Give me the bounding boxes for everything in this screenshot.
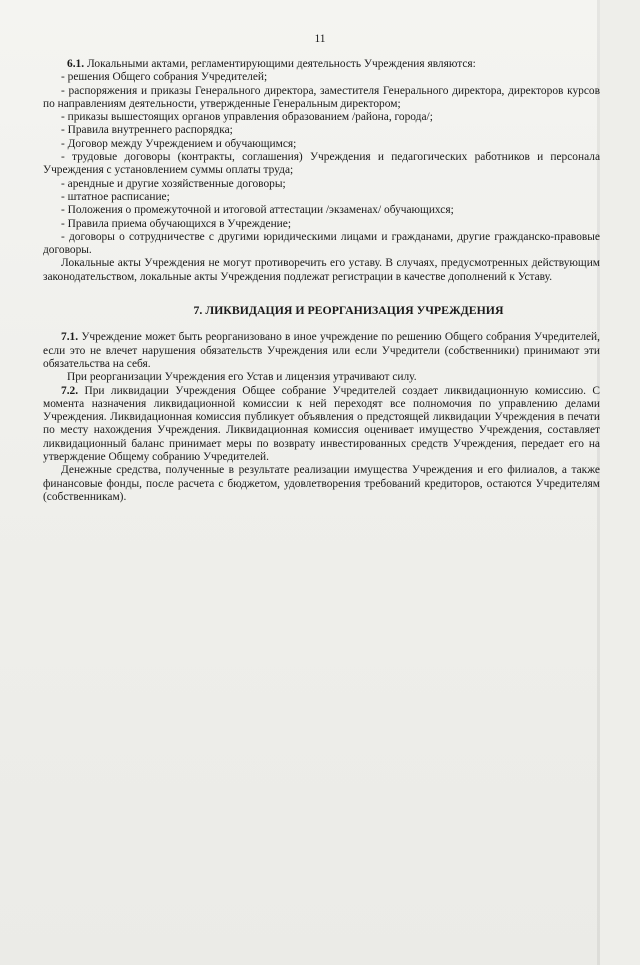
section-7-funds-paragraph: Денежные средства, полученные в результате реализации имущества Учреждения и его филиалов, а также финансовые фонды, после расчета с бюджетом, удовлетворения требований кредиторов, остаются Учредителям (собственникам). <box>43 464 600 503</box>
list-item: - приказы вышестоящих органов управления образованием /района, города/; <box>61 111 433 124</box>
list-item: - Положения о промежуточной и итоговой аттестации /экзаменах/ обучающихся; <box>61 204 454 217</box>
section-7-1-paragraph <box>43 331 600 371</box>
section-6-closing-paragraph: Локальные акты Учреждения не могут противоречить его уставу. В случаях, предусмотренных действующим законодательством, локальные акты Учреждения подлежат регистрации в качестве дополнений к Уставу. <box>43 257 600 283</box>
clause-text-7-1: Учреждение может быть реорганизовано в иное учреждение по решению Общего собрания Учредителей, если это не влечет нарушения обязательств Учреждения или если Учредители (собственники) принимают эти обязательства на себя. <box>43 331 600 370</box>
document-body <box>43 58 600 504</box>
section-7-heading: 7. ЛИКВИДАЦИЯ И РЕОРГАНИЗАЦИЯ УЧРЕЖДЕНИЯ <box>193 303 504 318</box>
list-item: - Договор между Учреждением и обучающимся; <box>61 137 297 150</box>
clause-text-7-2: При ликвидации Учреждения Общее собрание Учредителей создает ликвидационную комиссию. С момента назначения ликвидационной комиссии к ней переходят все полномочия по управлению делами Учреждения. Ликвидационная комиссия публикует объявления о предстоящей ликвидации Учреждения в печати по месту нахождения Учреждения. Ликвидационная комиссия оценивает имущество Учреждения, составляет ликвидационный баланс принимает меры по возврату инвестированных средств Учреждения, передает его на утверждение Общему собранию Учредителей. <box>43 384 600 464</box>
page-number: 11 <box>314 33 326 45</box>
section-7-2-paragraph <box>43 385 600 465</box>
list-item: - арендные и другие хозяйственные договоры; <box>61 177 286 190</box>
clause-number-7-1: 7.1. <box>61 331 79 344</box>
clause-number-7-2: 7.2. <box>61 384 79 397</box>
clause-text-6-1: Локальными актами, регламентирующими деятельность Учреждения являются: <box>84 58 476 70</box>
list-item: - штатное расписание; <box>61 190 170 203</box>
section-6-1-intro <box>57 58 600 71</box>
list-item: - Правила внутреннего распорядка; <box>61 124 233 137</box>
section-7-reorganization-note: При реорганизации Учреждения его Устав и лицензия утрачивают силу. <box>67 371 417 384</box>
list-item: - трудовые договоры (контракты, соглашения) Учреждения и педагогических работников и персонала Учреждения с установлением суммы оплаты труда; <box>43 151 600 177</box>
list-item: - распоряжения и приказы Генерального директора, заместителя Генерального директора, директоров курсов по направлениям деятельности, утвержденные Генеральным директором; <box>43 84 600 110</box>
clause-number-6-1: 6.1. <box>67 58 85 70</box>
list-item: - Правила приема обучающихся в Учреждение; <box>61 217 291 230</box>
list-item: - решения Общего собрания Учредителей; <box>61 71 268 84</box>
list-item: - договоры о сотрудничестве с другими юридическими лицами и гражданами, другие гражданско-правовые договоры. <box>43 230 600 257</box>
